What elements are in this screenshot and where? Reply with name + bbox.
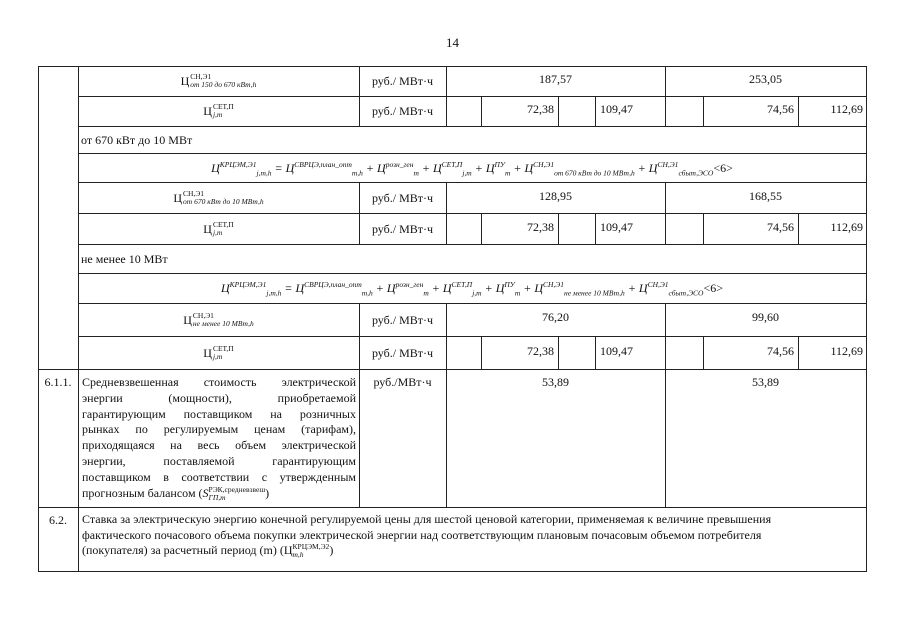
symbol-base: Ц (283, 543, 293, 557)
value-cell: 72,38 (527, 343, 554, 358)
unit-cell: руб./ МВт·ч (371, 312, 434, 327)
symbol-sub: ГП,m (208, 492, 226, 502)
symbol-sup: КРЦЭМ,Э2 (292, 542, 330, 552)
symbol-cell (78, 336, 359, 369)
description-line: энергии (мощности), приобретаемой (82, 390, 356, 405)
unit-cell: руб./ МВт·ч (371, 345, 434, 360)
description-line: приходящаяся на весь объем электрической (82, 438, 356, 453)
description-line: поставщиком в соответствии с утвержденным (82, 469, 356, 484)
value-cell: 109,47 (600, 219, 633, 234)
value-cell: 112,69 (830, 219, 863, 234)
description-line: (покупателя) за расчетный период (m) ( (82, 543, 284, 557)
value-cell: 109,47 (600, 102, 633, 116)
section-label: от 670 кВт до 10 МВт (81, 132, 193, 147)
description-line-last (82, 486, 356, 502)
formula-note: <6> (713, 160, 733, 175)
formula-text: $Ц^{КРЦЭМ,Э1}_{j,m,h} = Ц^{СВРЦЭ,план\_опт}_{m,h} + Ц^{розн\_ген}_m + Ц^{СЕТ,П}_{j,m} + Ц^{ПУ}_m + Ц^{СН,Э1}_{не менее 10 МВт,h} + Ц^{СН,Э1}_{сбыт,ЭСО}$ (221, 280, 704, 298)
description-line: гарантирующим поставщиком на розничных (82, 406, 356, 421)
value-cell: 128,95 (539, 188, 572, 203)
unit-cell: руб./ МВт·ч (371, 74, 434, 88)
close-paren: ) (329, 543, 334, 557)
symbol-sup: СЕТ,П (212, 219, 234, 229)
value-cell: 74,56 (767, 219, 794, 234)
row-number: 6.1.1. (44, 375, 72, 389)
value-cell: 72,38 (527, 219, 554, 234)
value-cell: 76,20 (542, 310, 569, 324)
value-cell: 53,89 (752, 375, 779, 389)
symbol-cell (78, 213, 359, 244)
unit-cell: руб./МВт·ч (373, 375, 432, 389)
symbol-cell (78, 96, 359, 126)
symbol-cell (78, 66, 359, 96)
description-line: Ставка за электрическую энергию конечной регулируемой цены для шестой ценовой категории, применяемая к величине превышения (82, 512, 772, 526)
description-line: фактического почасового объема покупки электрической энергии над соответствующим плановым почасовым объемом потребителя (82, 527, 762, 542)
symbol-sup: СН,Э1 (190, 72, 212, 81)
symbol-base: Ц (173, 190, 183, 205)
symbol-base: Ц (180, 74, 190, 88)
row-description (82, 512, 864, 559)
formula-text: $Ц^{КРЦЭМ,Э1}_{j,m,h} = Ц^{СВРЦЭ,план\_опт}_{m,h} + Ц^{розн\_ген}_m + Ц^{СЕТ,П}_{j,m} + Ц^{ПУ}_m + Ц^{СН,Э1}_{от 670 кВт до 10 МВт,h} + Ц^{СН,Э1}_{сбыт,ЭСО}$ (211, 159, 714, 177)
value-cell: 99,60 (752, 310, 779, 324)
symbol-sub: j,m (212, 110, 223, 119)
symbol-sub: от 150 до 670 кВт,h (190, 80, 257, 89)
row-number: 6.2. (49, 513, 67, 527)
value-cell: 53,89 (542, 375, 569, 389)
description-line: прогнозным балансом ( (82, 485, 203, 500)
symbol-base: Ц (203, 104, 212, 118)
unit-cell: руб./ МВт·ч (371, 104, 434, 118)
symbol-base: Ц (203, 345, 212, 360)
symbol-sup: СЕТ,П (212, 102, 234, 111)
symbol-sup: СН,Э1 (183, 188, 205, 198)
symbol-sub: m,h (292, 550, 304, 560)
symbol-cell (78, 182, 359, 213)
description-line: Средневзвешенная стоимость электрической (82, 375, 356, 389)
description-line: энергии, поставляемой гарантирующим (82, 453, 356, 468)
formula-row (78, 153, 866, 182)
description-line-last (82, 543, 864, 559)
symbol-S: S (202, 485, 209, 500)
value-cell: 168,55 (749, 188, 782, 203)
formula-note: <6> (703, 281, 723, 295)
symbol-sup: РЭК,средневзвеш (208, 484, 266, 494)
value-cell: 112,69 (830, 102, 863, 116)
row-description (82, 375, 356, 502)
symbol-base: Ц (183, 312, 192, 327)
symbol-sup: СЕТ,П (212, 343, 234, 353)
value-cell: 74,56 (767, 102, 794, 116)
value-cell: 112,69 (830, 343, 863, 358)
page-number: 14 (446, 35, 459, 50)
symbol-sup: СН,Э1 (192, 310, 214, 320)
unit-cell: руб./ МВт·ч (371, 221, 434, 236)
value-cell: 187,57 (539, 72, 572, 86)
value-cell: 253,05 (749, 72, 782, 86)
value-cell: 74,56 (767, 343, 794, 358)
symbol-sub: j,m (212, 351, 223, 361)
section-label: не менее 10 МВт (81, 251, 168, 266)
symbol-sub: j,m (212, 227, 223, 237)
unit-cell: руб./ МВт·ч (371, 190, 434, 205)
value-cell: 109,47 (600, 343, 633, 358)
description-line: рынках по регулируемым ценам (тарифам), (82, 422, 356, 437)
close-paren: ) (265, 485, 270, 500)
symbol-sub: от 670 кВт до 10 МВт,h (183, 196, 264, 206)
symbol-base: Ц (203, 221, 212, 236)
value-cell: 72,38 (527, 102, 554, 116)
symbol-sub: не менее 10 МВт,h (192, 318, 254, 328)
formula-row (78, 273, 866, 303)
symbol-cell (78, 303, 359, 336)
